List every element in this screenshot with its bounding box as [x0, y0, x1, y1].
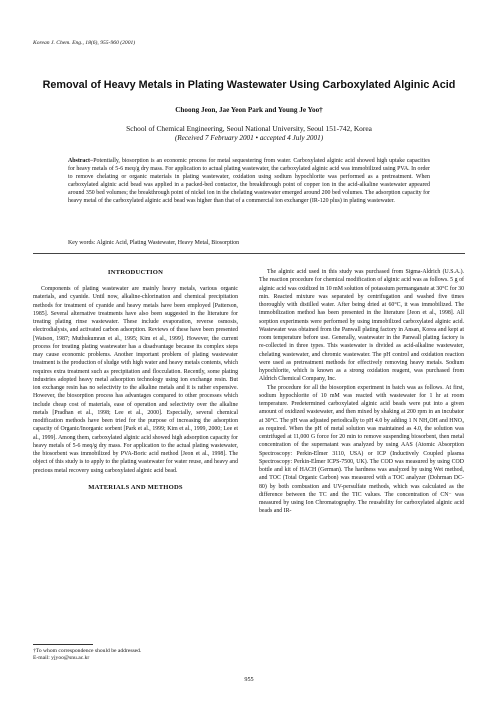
footnote-correspondence: †To whom correspondence should be addressed.: [33, 648, 142, 654]
journal-citation: Korean J. Chem. Eng., 18(6), 955-960 (2001): [33, 40, 136, 46]
footnote-rule: [33, 644, 93, 645]
author-list: Choong Jeon, Jae Yeon Park and Young Je Yoo†: [175, 106, 323, 114]
intro-paragraph: Components of plating wastewater are mainly heavy metals, various organic materials, and cyanide. Until now, alkaline-chlorination and chemical precipitation methods for treatment of cyanide and heavy metals have been employed [Patterson, 1985]. Several alternative treatments have also been suggested in the literature for treating plating rinse wastewater. These include evaporation, reverse osmosis, electrodialysis, and activated carbon adsorption. Reviews of these have been presented [Watson, 1987; Muthukumran et al., 1995; Kim et al., 1999]. However, the current process for treating plating wastewater has a disadvantage because its complex steps may cause economic problems. Another important problem of plating wastewater treatment is the production of sludge with high water and heavy metals contents, which requires extra treatment such as precipitation and flocculation. Recently, some plating industries adopted heavy metal adsorption technology using ion exchange resin. But ion exchange resin has no selectivity to the alkaline metals and it is rather expensive. However, the biosorption process has advantages compared to other processes which include cheap cost of materials, ease of operation and selectivity over the alkaline metals [Pradhan et al., 1998; Lee et al., 2000]. Especially, several chemical modification methods have been tried for the purpose of increasing the adsorption capacity of Organic/Inorganic sorbent [Park et al., 1999; Kim et al., 1999, 2000; Lee et al., 1999]. Among them, carboxylated alginic acid showed high adsorption capacity for heavy metals of 5-6 meq/g dry mass. For application to the actual plating wastewater, the biosorbent was immobilized by PVA-Boric acid method [Jeon et al., 1998]. The object of this study is to apply to the plating wastewater for water reuse, and heavy and precious metal recovery using carboxylated alginic acid bead.: [33, 286, 238, 474]
methods-paragraph-2: The procedure for all the biosorption experiment in batch was as follows. At first, sodium hypochlorite of 10 mM was reacted with wastewater for 1 hr at room temperature. Predetermined carboxylated alginic acid beads were put into a given amount of oxidized wastewater, and then mixed by shaking at 200 rpm in an incubator at 30°C. The pH was adjusted periodically to pH 4.0 by adding 1 N NH₄OH and HNO₃ as required. When the pH of metal solution was maintained as 4.0, the solution was centrifuged at 11,000 G force for 20 min to remove suspending biosorbent, then metal concentration of the supernatant was analyzed by using AAS (Atomic Absorption Spectroscopy: Perkin-Elmer 3110, USA) or ICP (Inductively Coupled plasma Spectroscopy: Perkin-Elmer ICPS-7500, UK). The COD was measured by using COD bottle and kit of HACH (German). The hardness was analyzed by using Wet method, and TOC (Total Organic Carbon) was measured with a TOC analyzer (Dohrman DC-80) by both combustion and UV-persulfate methods, which was calculated as the difference between the TC and the TIC values. The concentration of CN⁻ was measured by using Ion Chromatography. The reusability for carboxylated alginic acid beads and IR-: [259, 384, 464, 515]
paper-title: Removal of Heavy Metals in Plating Wastewater Using Carboxylated Alginic Acid: [42, 79, 456, 91]
section-divider: [33, 253, 465, 254]
abstract-text: Potentially, biosorption is an economic process for metal sequestering from water. Carboxylated alginic acid showed high uptake capacities for heavy metals of 5-6 meq/g dry mass. For application to actual plating wastewater, the carboxylated alginic acid was immobilized using PVA. In order to remove chelating or organic materials in plating wastewater, oxidation using sodium hypochlorite was performed as a pretreatment. When carboxylated alginic acid bead was applied in a packed-bed contactor, the breakthrough point of copper ion in the acid-alkaline wastewater appeared around 350 bed volumes; the breakthrough point of nickel ion in the chelating wastewater emerged around 200 bed volumes. The adsorption capacity for heavy metal of the carboxylated alginic acid bead was higher than that of a commercial ion exchanger (IR-120 plus) in plating wastewater.: [68, 158, 430, 205]
heading-introduction: INTRODUCTION: [107, 269, 164, 276]
footnote-email: E-mail: yjyoo@snu.ac.kr: [33, 655, 90, 662]
keywords: Key words: Alginic Acid, Plating Wastewater, Heavy Metal, Biosorption: [68, 240, 240, 246]
affiliation: School of Chemical Engineering, Seoul National University, Seoul 151-742, Korea: [126, 124, 372, 133]
abstract-lead: Abstract−: [68, 158, 94, 164]
heading-materials-methods: MATERIALS AND METHODS: [88, 483, 183, 491]
received-dates: (Received 7 February 2001 • accepted 4 July 2001): [174, 134, 324, 142]
page-number: 955: [244, 676, 254, 683]
right-column: [259, 268, 464, 516]
abstract: [68, 157, 430, 206]
methods-paragraph-1: The alginic acid used in this study was purchased from Sigma-Aldrich (U.S.A.). The reaction procedure for chemical modification of alginic acid was as follows. 5 g of alginic acid was oxidized in 10 mM solution of potassium permanganate at 30°C for 30 min. Reacted mixture was separated by centrifugation and washed five times thoroughly with distilled water. After being dried at 60°C, it was immobilized. The immobilization method has been presented in the literature [Jeon et al., 1998]. All sorption experiments were performed by using immobilized carboxylated alginic acid. Wastewater was obtained from the Panwall plating factory in Ansan, Korea and kept at room temperature before use. Generally, wastewater in the Panwall plating factory is re-collected in three types. This wastewater is divided as acid-alkaline wastewater, chelating wastewater, and chromic wastewater. The pH control and oxidation reaction were used as pretreatment methods for effectively removing heavy metals. Sodium hypochlorite, which is known as a strong oxidation reagent, was purchased from Aldrich Chemical Company, Inc.: [259, 269, 464, 383]
left-column: [33, 268, 238, 500]
footnote: [33, 648, 238, 663]
